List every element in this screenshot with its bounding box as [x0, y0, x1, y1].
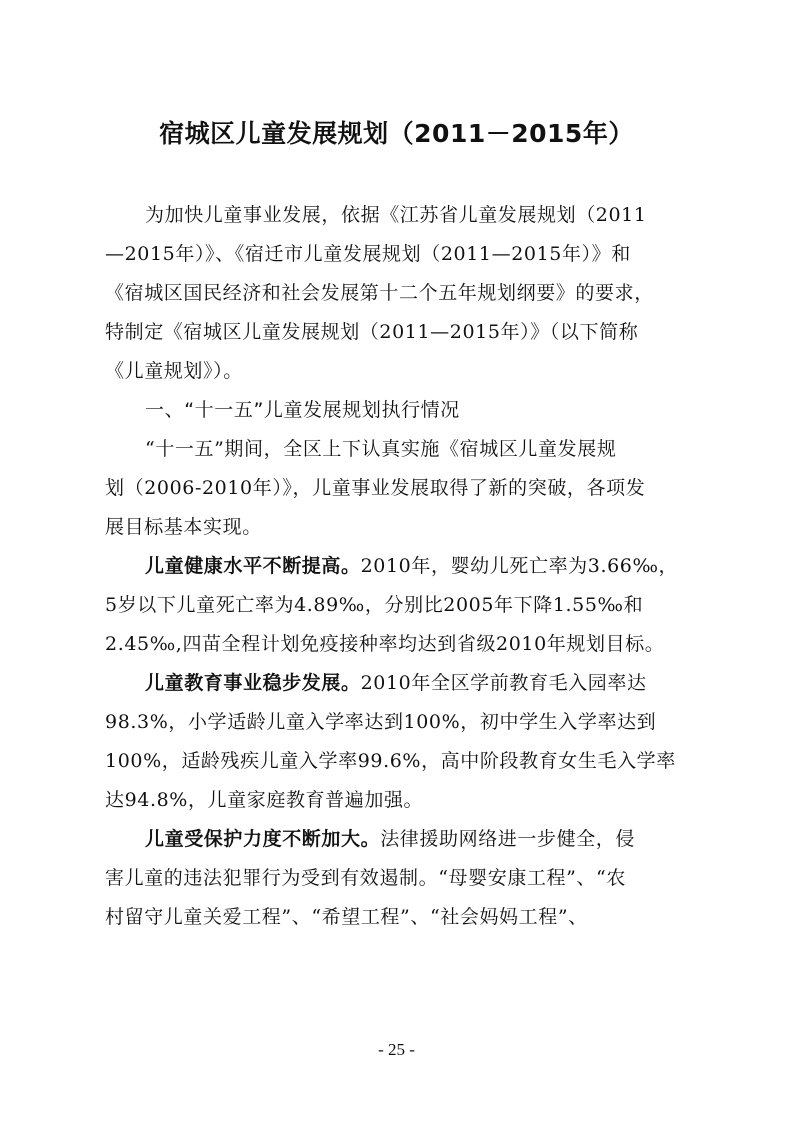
education-paragraph-line: 达94.8%，儿童家庭教育普遍加强。 [105, 789, 424, 811]
intro-line: 《宿城区国民经济和社会发展第十二个五年规划纲要》的要求， [105, 282, 654, 304]
education-paragraph-line: 100%，适龄残疾儿童入学率99.6%，高中阶段教育女生毛入学率 [105, 750, 676, 772]
document-title: 宿城区儿童发展规划（2011－2015年） [159, 119, 634, 148]
protection-lead: 儿童受保护力度不断加大。 [145, 828, 381, 850]
health-paragraph-line: 5岁以下儿童死亡率为4.89‰，分别比2005年下降1.55‰和 [105, 594, 644, 616]
intro-line: 为加快儿童事业发展，依据《江苏省儿童发展规划（2011 [145, 204, 647, 226]
protection-paragraph-first-line [105, 820, 689, 859]
education-lead: 儿童教育事业稳步发展。 [145, 672, 361, 694]
intro-line: 特制定《宿城区儿童发展规划（2011—2015年）》（以下简称 [105, 321, 639, 343]
health-lead: 儿童健康水平不断提高。 [145, 555, 361, 577]
health-paragraph-line: 2.45‰,四苗全程计划免疫接种率均达到省级2010年规划目标。 [105, 633, 665, 655]
section-paragraph-line: 展目标基本实现。 [105, 516, 262, 538]
page-number: - 25 - [378, 1040, 415, 1059]
protection-paragraph-line: 村留守儿童关爱工程”、“希望工程”、“社会妈妈工程”、 [105, 906, 588, 928]
protection-first-rest: 法律援助网络进一步健全，侵 [380, 828, 636, 850]
protection-paragraph-line: 害儿童的违法犯罪行为受到有效遏制。“母婴安康工程”、“农 [105, 867, 626, 889]
document-body [105, 196, 689, 937]
section-heading: 一、“十一五”儿童发展规划执行情况 [145, 399, 460, 421]
intro-line: —2015年）》、《宿迁市儿童发展规划（2011—2015年）》和 [105, 243, 631, 265]
health-first-rest: 2010年，婴幼儿死亡率为3.66‰， [360, 555, 679, 577]
section-paragraph-line: “十一五”期间，全区上下认真实施《宿城区儿童发展规 [145, 438, 617, 460]
section-paragraph-line: 划（2006-2010年）》，儿童事业发展取得了新的突破，各项发 [105, 477, 646, 499]
education-paragraph-first-line [105, 664, 689, 703]
education-paragraph-line: 98.3%，小学适龄儿童入学率达到100%，初中学生入学率达到 [105, 711, 657, 733]
education-first-rest: 2010年全区学前教育毛入园率达 [360, 672, 647, 694]
intro-line: 《儿童规划》）。 [105, 360, 243, 382]
health-paragraph-first-line [105, 547, 689, 586]
